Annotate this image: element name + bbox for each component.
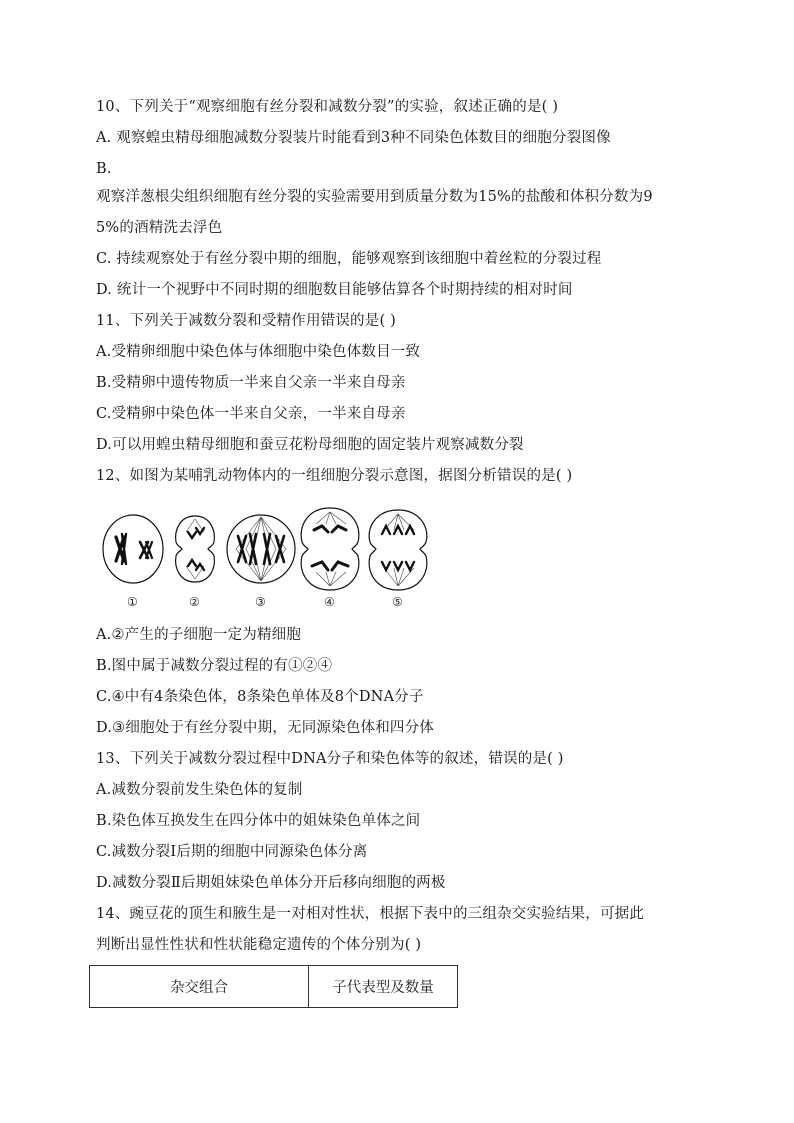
q12-option-d: D.③细胞处于有丝分裂中期，无同源染色体和四分体	[96, 720, 435, 736]
cell-division-figure	[96, 504, 436, 616]
q10-option-c: C. 持续观察处于有丝分裂中期的细胞，能够观察到该细胞中着丝粒的分裂过程	[96, 251, 602, 267]
q11-option-d: D.可以用蝗虫精母细胞和蚕豆花粉母细胞的固定装片观察减数分裂	[96, 437, 524, 453]
q12-option-a: A.②产生的子细胞一定为精细胞	[96, 627, 302, 643]
table-header-cross-combination: 杂交组合	[90, 966, 309, 1008]
figure-label-3: ③	[255, 595, 266, 609]
cell-3-membrane	[227, 515, 295, 583]
cross-results-table	[89, 965, 458, 1008]
cell-4-membrane	[301, 508, 359, 590]
figure-label-4: ④	[324, 595, 335, 609]
table-header-offspring: 子代表型及数量	[309, 966, 458, 1008]
q11-option-b: B.受精卵中遗传物质一半来自父亲一半来自母亲	[96, 375, 406, 391]
q12-option-b: B.图中属于减数分裂过程的有①②④	[96, 658, 333, 674]
q11-option-c: C.受精卵中染色体一半来自父亲，一半来自母亲	[96, 406, 406, 422]
cell-1-membrane	[103, 515, 163, 583]
q10-option-a: A. 观察蝗虫精母细胞减数分裂装片时能看到3种不同染色体数目的细胞分裂图像	[96, 130, 611, 146]
figure-label-1: ①	[127, 595, 138, 609]
q13-stem: 13、下列关于减数分裂过程中DNA分子和染色体等的叙述，错误的是( )	[96, 751, 564, 767]
cell-5-membrane	[369, 510, 427, 590]
table-header-row	[90, 966, 458, 1008]
cell-2-membrane	[176, 516, 215, 582]
q14-stem-line1: 14、豌豆花的顶生和腋生是一对相对性状，根据下表中的三组杂交实验结果，可据此	[96, 906, 645, 922]
q13-option-a: A.减数分裂前发生染色体的复制	[96, 782, 303, 798]
q13-option-c: C.减数分裂Ⅰ后期的细胞中同源染色体分离	[96, 844, 368, 860]
q10-option-b-label: B.	[96, 161, 112, 177]
figure-label-2: ②	[189, 595, 200, 609]
q12-option-c: C.④中有4条染色体，8条染色单体及8个DNA分子	[96, 689, 424, 705]
figure-label-5: ⑤	[392, 595, 403, 609]
q14-stem-line2: 判断出显性性状和性状能稳定遗传的个体分别为( )	[96, 937, 422, 953]
q11-option-a: A.受精卵细胞中染色体与体细胞中染色体数目一致	[96, 344, 421, 360]
q10-option-d: D. 统计一个视野中不同时期的细胞数目能够估算各个时期持续的相对时间	[96, 282, 573, 298]
cell-division-diagram	[96, 504, 436, 616]
q13-option-b: B.染色体互换发生在四分体中的姐妹染色单体之间	[96, 813, 421, 829]
q10-stem: 10、下列关于“观察细胞有丝分裂和减数分裂”的实验，叙述正确的是( )	[96, 99, 559, 115]
q12-stem: 12、如图为某哺乳动物体内的一组细胞分裂示意图，据图分析错误的是( )	[96, 468, 573, 484]
q13-option-d: D.减数分裂Ⅱ后期姐妹染色单体分开后移向细胞的两极	[96, 875, 446, 891]
q10-option-b-line1: 观察洋葱根尖组织细胞有丝分裂的实验需要用到质量分数为15%的盐酸和体积分数为9	[96, 189, 653, 205]
q10-option-b-line2: 5%的酒精洗去浮色	[96, 220, 223, 236]
q11-stem: 11、下列关于减数分裂和受精作用错误的是( )	[96, 313, 396, 329]
